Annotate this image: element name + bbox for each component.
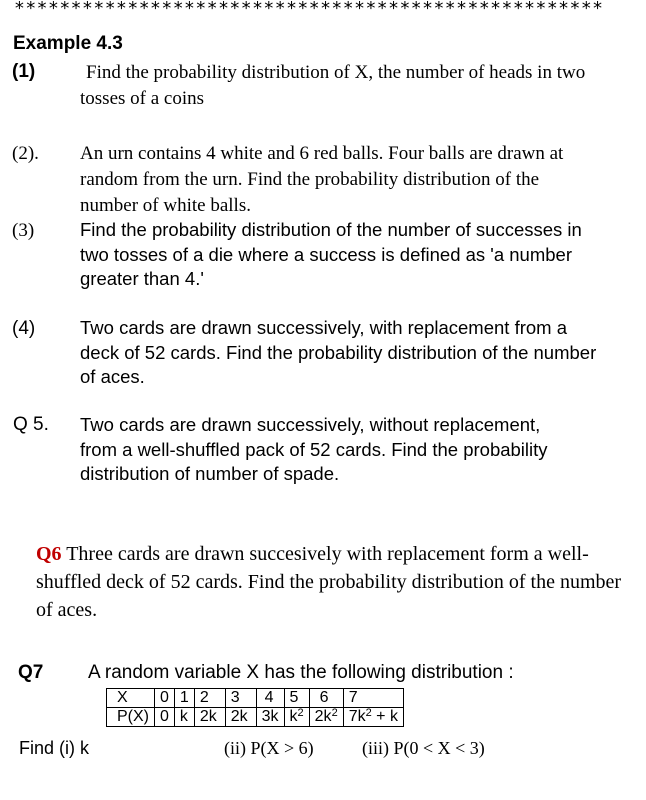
- table-cell: k: [174, 708, 194, 727]
- table-cell: $2k^2$: [309, 708, 343, 727]
- item-4-number: (4): [12, 318, 36, 339]
- table-row: [107, 708, 404, 727]
- table-cell: 7: [343, 689, 403, 708]
- table-cell: X: [107, 689, 155, 708]
- distribution-table: [106, 688, 404, 727]
- table-cell: P(X): [107, 708, 155, 727]
- q7-find-part-1: Find (i) k: [19, 738, 90, 758]
- table-row: [107, 689, 404, 708]
- item-4-text: Two cards are drawn successively, with replacement from a deck of 52 cards. Find the probability distribution of the number of aces.: [80, 317, 597, 387]
- item-3-number: (3): [12, 220, 35, 241]
- q7-find-part-3: (iii) P(0 < X < 3): [362, 738, 485, 758]
- item-3-text: Find the probability distribution of the number of successes in two tosses of a die where a success is defined as 'a number greater than 4.': [80, 219, 582, 289]
- q7-label: Q7: [18, 662, 44, 683]
- table-cell: 2k: [225, 708, 256, 727]
- table-cell: 0: [155, 689, 175, 708]
- example-title: Example 4.3: [13, 33, 123, 54]
- table-cell: 2: [194, 689, 225, 708]
- item-1-number: (1): [12, 61, 36, 82]
- table-cell: $7k^2 + k$: [343, 708, 403, 727]
- table-cell: 0: [155, 708, 175, 727]
- q5-number: Q 5.: [13, 414, 49, 435]
- table-cell: 3k: [256, 708, 284, 727]
- table-cell: 4: [256, 689, 284, 708]
- table-cell: 2k: [194, 708, 225, 727]
- q5-text: Two cards are drawn successively, without replacement, from a well-shuffled pack of 52 cards. Find the probability distribution of number of spade.: [80, 414, 548, 484]
- item-1-text: Find the probability distribution of X, the number of heads in two tosses of a coins: [80, 62, 586, 109]
- q7-find-part-2: (ii) P(X > 6): [224, 738, 314, 758]
- table-cell: 6: [309, 689, 343, 708]
- item-2-text: An urn contains 4 white and 6 red balls. Four balls are drawn at random from the urn. Find the probability distribution of the number of white balls.: [80, 143, 564, 216]
- table-cell: $k^2$: [284, 708, 309, 727]
- q7-text: A random variable X has the following distribution :: [88, 662, 514, 683]
- table-cell: 3: [225, 689, 256, 708]
- table-cell: 1: [174, 689, 194, 708]
- table-cell: 5: [284, 689, 309, 708]
- item-2-number: (2).: [12, 143, 39, 164]
- divider-stars: ****************************************************: [14, 0, 604, 19]
- q6-label: Q6: [36, 543, 62, 565]
- q6-question: [36, 540, 636, 624]
- q6-text: Three cards are drawn succesively with replacement form a well-shuffled deck of 52 cards. Find the probability distribution of the number of aces.: [36, 543, 622, 621]
